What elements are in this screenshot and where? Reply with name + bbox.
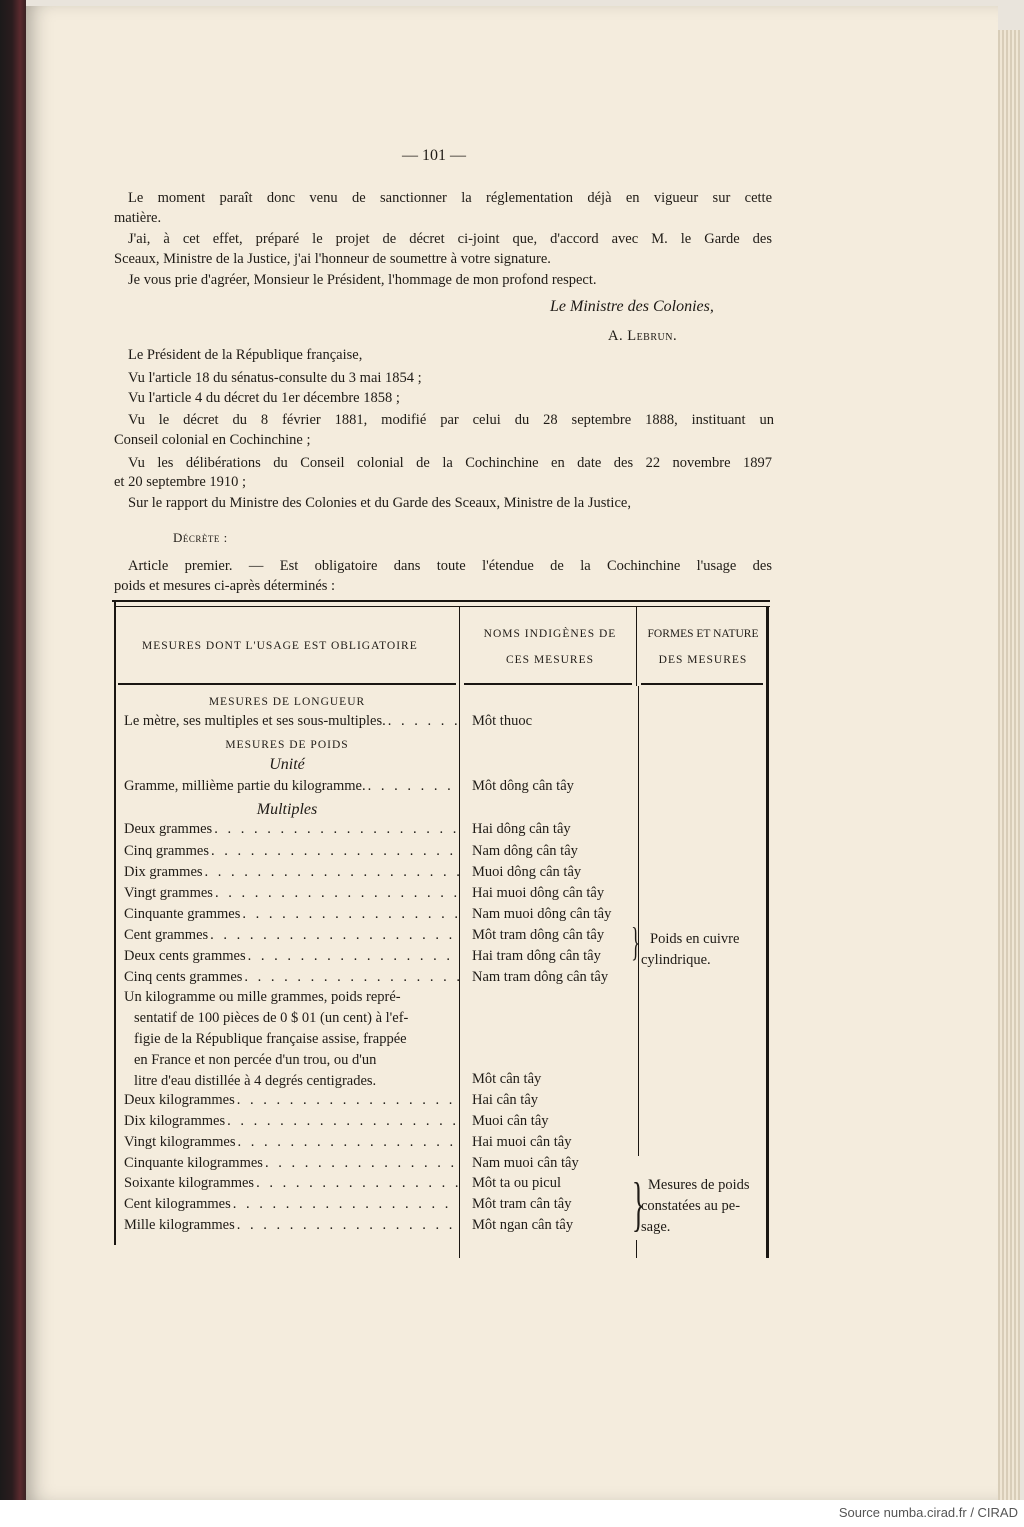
form-note: cylindrique. — [641, 952, 711, 968]
column-header-formes: DES MESURES — [658, 654, 748, 666]
leader-dots — [248, 948, 460, 969]
kilogram-definition: en France et non percée d'un trou, ou d'un — [134, 1052, 377, 1068]
leader-dots — [205, 864, 460, 885]
leader-dots — [256, 1175, 460, 1196]
table-row — [124, 1092, 460, 1113]
native-name: Hai tram dông cân tây — [472, 948, 601, 964]
leader-dots — [242, 906, 460, 927]
table-row — [124, 1217, 460, 1238]
header-rule — [464, 683, 632, 685]
kilogram-definition: figie de la République française assise, frappée — [134, 1031, 407, 1047]
form-note: Mesures de poids — [648, 1177, 750, 1193]
column-header-mesures: MESURES DONT L'USAGE EST OBLIGATOIRE — [142, 640, 418, 652]
table-row — [124, 713, 460, 734]
table-row — [124, 1113, 460, 1134]
table-row — [124, 1155, 460, 1176]
leader-dots — [214, 821, 460, 842]
subsection-heading: Multiples — [256, 801, 318, 818]
measure-label: Vingt kilogrammes — [124, 1134, 236, 1150]
form-note: sage. — [641, 1219, 671, 1235]
decrete-heading: Décrète : — [173, 530, 228, 545]
leader-dots — [237, 1217, 460, 1238]
article-line: poids et mesures ci-après déterminés : — [114, 578, 336, 594]
paragraph-line: J'ai, à cet effet, préparé le projet de décret ci-joint que, d'accord avec M. le Garde des — [128, 231, 772, 247]
measure-label: Deux cents grammes — [124, 948, 246, 964]
measure-label: Cinquante kilogrammes — [124, 1155, 263, 1171]
section-heading: MESURES DE LONGUEUR — [208, 696, 366, 708]
native-name: Hai cân tây — [472, 1092, 539, 1108]
measure-label: Vingt grammes — [124, 885, 213, 901]
measure-label: Mille kilogrammes — [124, 1217, 235, 1233]
native-name: Môt tram cân tây — [472, 1196, 572, 1212]
native-name: Hai muoi dông cân tây — [472, 885, 605, 901]
table-row — [124, 843, 460, 864]
kilogram-definition: Un kilogramme ou mille grammes, poids repré- — [124, 989, 401, 1005]
native-name: Nam muoi cân tây — [472, 1155, 579, 1171]
book-binding — [0, 0, 26, 1500]
source-credit: Source numba.cirad.fr / CIRAD — [838, 1505, 1018, 1520]
measure-label: Cent grammes — [124, 927, 209, 943]
brace-icon: } — [631, 1171, 645, 1237]
kilogram-definition: litre d'eau distillée à 4 degrés centigrades. — [134, 1073, 377, 1089]
measure-label: Cinq cents grammes — [124, 969, 243, 985]
paragraph-line: Le moment paraît donc venu de sanctionner la réglementation déjà en vigueur sur cette — [128, 190, 772, 206]
table-top-rule-inner — [114, 606, 770, 607]
header-rule — [118, 683, 456, 685]
leader-dots — [238, 1134, 461, 1155]
native-name: Môt thuoc — [472, 713, 533, 729]
form-note: constatées au pe- — [641, 1198, 741, 1214]
measure-label: Dix kilogrammes — [124, 1113, 226, 1129]
page-number: — 101 — — [402, 147, 466, 164]
native-name: Muoi dông cân tây — [472, 864, 582, 880]
native-name: Môt ta ou picul — [472, 1175, 562, 1191]
leader-dots — [368, 778, 460, 799]
measure-label: Cinquante grammes — [124, 906, 241, 922]
measure-label: Deux grammes — [124, 821, 213, 837]
brace-icon: } — [631, 919, 640, 964]
native-name: Nam dông cân tây — [472, 843, 578, 859]
section-heading: MESURES DE POIDS — [225, 739, 349, 751]
table-row — [124, 885, 460, 906]
leader-dots — [211, 843, 460, 864]
native-name: Môt cân tây — [472, 1071, 542, 1087]
paragraph-line: Je vous prie d'agréer, Monsieur le Président, l'hommage de mon profond respect. — [128, 272, 597, 288]
subsection-heading: Unité — [269, 756, 305, 773]
measure-label: Dix grammes — [124, 864, 203, 880]
signature-name: A. Lebrun. — [608, 328, 678, 344]
column-header-noms: NOMS INDIGÈNES DE — [483, 628, 617, 640]
leader-dots — [233, 1196, 460, 1217]
table-left-border — [114, 600, 116, 1245]
visa-line: et 20 septembre 1910 ; — [114, 474, 247, 490]
visa-line: Vu le décret du 8 février 1881, modifié par celui du 28 septembre 1888, instituant un — [128, 412, 774, 428]
visa-line: Le Président de la République française, — [128, 347, 363, 363]
measure-label: Cent kilogrammes — [124, 1196, 231, 1212]
table-row — [124, 906, 460, 927]
signature-title: Le Ministre des Colonies, — [550, 298, 714, 315]
table-row — [124, 821, 460, 842]
leader-dots — [227, 1113, 460, 1134]
column-header-formes: FORMES ET NATURE — [647, 628, 759, 640]
native-name: Môt ngan cân tây — [472, 1217, 574, 1233]
native-name: Hai dông cân tây — [472, 821, 571, 837]
native-name: Nam tram dông cân tây — [472, 969, 609, 985]
kilogram-definition: sentatif de 100 pièces de 0 $ 01 (un cent) à l'ef- — [134, 1010, 409, 1026]
visa-line: Vu les délibérations du Conseil colonial de la Cochinchine en date des 22 novembre 1897 — [128, 455, 772, 471]
native-name: Hai muoi cân tây — [472, 1134, 572, 1150]
table-row — [124, 1134, 460, 1155]
measure-label: Le mètre, ses multiples et ses sous-multiples. — [124, 713, 386, 729]
visa-line: Sur le rapport du Ministre des Colonies et du Garde des Sceaux, Ministre de la Justice, — [128, 495, 631, 511]
paragraph-line: matière. — [114, 210, 162, 226]
native-name: Muoi cân tây — [472, 1113, 549, 1129]
header-rule — [641, 683, 763, 685]
native-name: Nam muoi dông cân tây — [472, 906, 612, 922]
table-row — [124, 1175, 460, 1196]
table-row — [124, 927, 460, 948]
visa-line: Vu l'article 18 du sénatus-consulte du 3 mai 1854 ; — [128, 370, 422, 386]
measure-label: Deux kilogrammes — [124, 1092, 235, 1108]
visa-line: Conseil colonial en Cochinchine ; — [114, 432, 311, 448]
leader-dots — [265, 1155, 460, 1176]
table-right-border — [766, 606, 769, 1258]
measure-label: Soixante kilogrammes — [124, 1175, 255, 1191]
leader-dots — [237, 1092, 460, 1113]
table-column-divider-header — [636, 606, 637, 686]
article-line: Article premier. — Est obligatoire dans toute l'étendue de la Cochinchine l'usage des — [128, 558, 772, 574]
measure-label: Cinq grammes — [124, 843, 209, 859]
paragraph-line: Sceaux, Ministre de la Justice, j'ai l'honneur de soumettre à votre signature. — [114, 251, 551, 267]
table-row — [124, 948, 460, 969]
table-row — [124, 1196, 460, 1217]
leader-dots — [388, 713, 460, 734]
table-row — [124, 864, 460, 885]
native-name: Môt dông cân tây — [472, 778, 574, 794]
visa-line: Vu l'article 4 du décret du 1er décembre 1858 ; — [128, 390, 400, 406]
native-name: Môt tram dông cân tây — [472, 927, 605, 943]
measure-label: Gramme, millième partie du kilogramme. — [124, 778, 366, 794]
table-top-rule — [112, 600, 770, 602]
table-row — [124, 778, 460, 799]
table-column-divider — [636, 1240, 637, 1258]
leader-dots — [210, 927, 460, 948]
leader-dots — [215, 885, 460, 906]
form-note: Poids en cuivre — [650, 931, 740, 947]
column-header-noms: CES MESURES — [505, 654, 594, 666]
